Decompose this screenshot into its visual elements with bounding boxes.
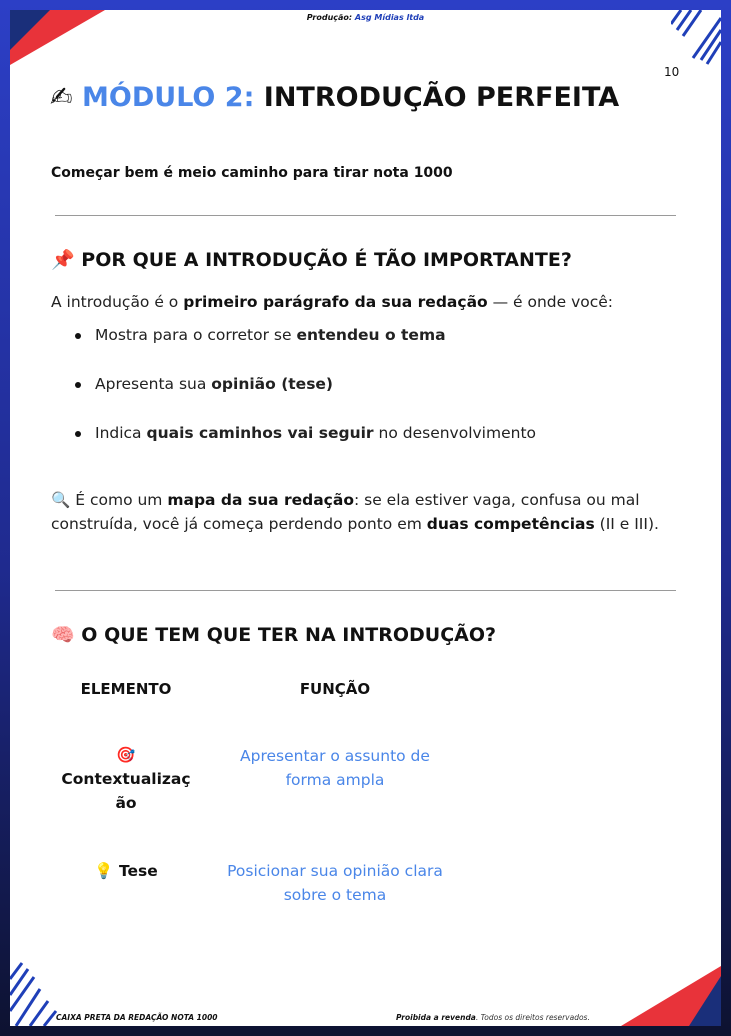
- magnifier-icon: 🔍: [51, 491, 71, 509]
- text-run: É como um: [70, 491, 168, 509]
- writing-hand-icon: ✍: [50, 82, 73, 113]
- section-heading-text: POR QUE A INTRODUÇÃO É TÃO IMPORTANTE?: [81, 249, 572, 271]
- text-run-bold: primeiro parágrafo da sua redação: [183, 293, 488, 311]
- producer-name: Asg Mídias ltda: [354, 13, 425, 22]
- divider: [55, 215, 676, 216]
- footer-title: CAIXA PRETA DA REDAÇÃO NOTA 1000: [56, 1013, 218, 1022]
- list-item: [51, 423, 536, 472]
- text-run-bold: opinião (tese): [211, 375, 334, 393]
- text-run: (II e III).: [594, 515, 659, 533]
- list-item: [51, 374, 536, 423]
- list-item: [51, 325, 536, 374]
- text-run-bold: duas competências: [426, 515, 595, 533]
- text-run: — é onde você:: [487, 293, 614, 311]
- text-run-bold: quais caminhos vai seguir: [146, 424, 374, 442]
- table-header-element: ELEMENTO: [80, 680, 172, 698]
- page-number: 10: [664, 65, 680, 79]
- table-header-function: FUNÇÃO: [299, 680, 371, 698]
- cell-text: Apresentar o assunto de: [240, 747, 430, 765]
- cell-text: Posicionar sua opinião clara: [227, 862, 443, 880]
- intro-paragraph: [51, 290, 691, 314]
- document-page: [10, 10, 721, 1026]
- page-title: [50, 82, 619, 113]
- producer-credit: [10, 13, 721, 22]
- lightbulb-icon: 💡: [94, 862, 114, 880]
- text-run: no desenvolvimento: [373, 424, 537, 442]
- bullet-list: [51, 325, 536, 472]
- producer-prefix: Produção:: [306, 13, 353, 22]
- table-cell-function: [215, 744, 455, 792]
- corner-stripes-bottom-left: [10, 955, 60, 1026]
- corner-decoration-bottom-right: [611, 966, 721, 1026]
- text-run: : se ela estiver vaga, confusa ou mal construída, você já começa perdendo ponto em: [51, 491, 640, 533]
- cell-text: sobre o tema: [283, 886, 387, 904]
- target-icon: 🎯: [116, 746, 136, 764]
- text-run-bold: entendeu o tema: [296, 326, 446, 344]
- table-cell-function: [205, 859, 465, 907]
- table-cell-element: [51, 743, 201, 815]
- table-cell-element: [51, 859, 201, 883]
- cell-text: forma ampla: [285, 771, 385, 789]
- section-heading-text: O QUE TEM QUE TER NA INTRODUÇÃO?: [81, 624, 497, 646]
- title-main: INTRODUÇÃO PERFEITA: [263, 82, 620, 113]
- footer-rights: [396, 1013, 590, 1022]
- cell-text: Contextualizaç: [61, 770, 191, 788]
- section-heading-importance: [51, 248, 572, 271]
- subtitle: Começar bem é meio caminho para tirar nota 1000: [51, 165, 453, 181]
- text-run: . Todos os direitos reservados.: [475, 1013, 590, 1022]
- text-run: Indica: [95, 424, 147, 442]
- note-paragraph: [51, 488, 691, 536]
- cell-text: Tese: [118, 862, 158, 880]
- text-run-bold: mapa da sua redação: [167, 491, 354, 509]
- brain-icon: 🧠: [51, 624, 75, 646]
- text-run: Mostra para o corretor se: [95, 326, 297, 344]
- section-heading-contents: [51, 623, 496, 646]
- divider: [55, 590, 676, 591]
- module-label: MÓDULO 2:: [82, 82, 255, 113]
- cell-text: ão: [115, 794, 137, 812]
- text-run: A introdução é o: [51, 293, 184, 311]
- text-run-bold: Proibida a revenda: [396, 1013, 476, 1022]
- text-run: Apresenta sua: [95, 375, 212, 393]
- pushpin-icon: 📌: [51, 249, 75, 271]
